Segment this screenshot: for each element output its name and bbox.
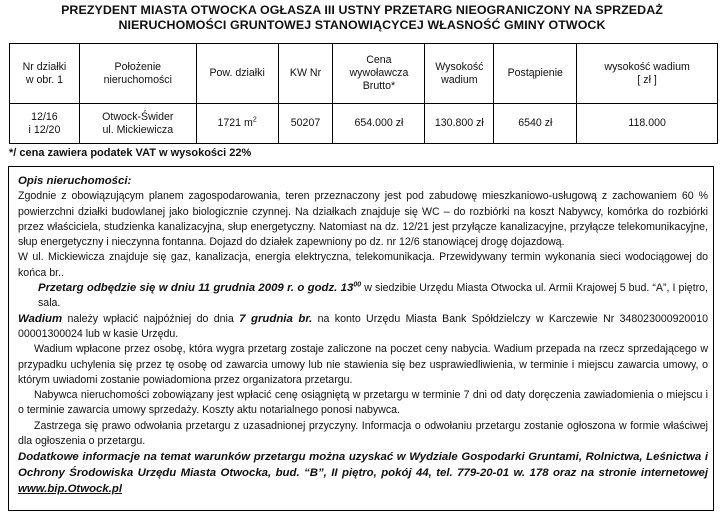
property-description-heading: Opis nieruchomości: (18, 175, 132, 187)
additional-info-paragraph: Dodatkowe informacje na temat warunków przetargu można uzyskać w Wydziale Gospodarki Gruntami, Rolnictwa, Leśnictwa i Ochrony Środowiska Urzędu Miasta Otwocka, bud. “B”, II piętro, pokój 44, tel. 779-20-01 w. 178 oraz na stronie internetowej www.bip.Otwock.pl (18, 451, 708, 496)
cell-deposit: 130.800 zł (425, 104, 494, 144)
deposit-paragraph: Wadium należy wpłacić najpóźniej do dnia 7 grudnia br. na konto Urzędu Miasta Bank Spółdzielczy w Karczewie Nr 348023000920010 00001300024 lub w kasie Urzędu. (18, 312, 708, 340)
property-description: Zgodnie z obowiązującym planem zagospodarowania, teren przeznaczony jest pod zabudowę mieszkaniowo-usługową z zachowaniem 60 % powierzchni działki budowlanej jako biologicznie czynnej. Na działkach znajduje się WC – do rozbiórki na koszt Nabywcy, komórka do rozbiórki przez właściciela, studzienka kanalizacyjna, słup energetyczny. Natomiast na dz. 12/21 jest przyłącze kanalizacyjne, przyłącze telekomunikacyjne, słup energetyczny i nieczynna fontanna. Dojazd do działek zapewniony po dz. nr 12/6 stanowiącej drogę dojazdową. (18, 190, 708, 249)
cell-deposit-zl: 118.000 (577, 104, 718, 144)
cell-area: 1721 $m^2$ (196, 104, 278, 144)
auction-date-paragraph: Przetarg odbędzie się w dniu 11 grudnia 2009 r. o godz. $13^{00}$ w siedzibie Urzędu Miasta Otwocka ul. Armii Krajowej 5 bud. “A”, I piętro, sala. (38, 281, 709, 310)
title-line-2: NIERUCHOMOŚCI GRUNTOWEJ STANOWIĄCYCEJ WŁASNOŚĆ GMINY OTWOCK (118, 18, 606, 32)
utilities-paragraph: W ul. Mickiewicza znajduje się gaz, kanalizacja, energia elektryczna, telekomunikacja. Przewidywany termin wykonania sieci wodociągowej do końca br.. (18, 251, 708, 279)
col-header-location: Położenie nieruchomości (79, 44, 196, 104)
cell-land-register: 50207 (278, 104, 333, 144)
title-line-1: PREZYDENT MIASTA OTWOCKA OGŁASZA III USTNY PRZETARG NIEOGRANICZONY NA SPRZEDAŻ (61, 3, 663, 17)
details-text (18, 174, 708, 497)
vat-note: */ cena zawiera podatek VAT w wysokości 22% (9, 147, 252, 159)
col-header-area: Pow. działki (196, 44, 278, 104)
announcement-title (0, 3, 724, 33)
col-header-land-register: KW Nr (278, 44, 333, 104)
col-header-starting-price: Cena wywoławcza Brutto* (333, 44, 425, 104)
buyer-payment-paragraph: Nabywca nieruchomości zobowiązany jest wpłacić cenę osiągniętą w przetargu w terminie 7 dni od daty doręczenia zawiadomienia o miejscu i o terminie zawarcia umowy sprzedaży. Koszty aktu notarialnego ponosi nabywca. (18, 389, 708, 417)
cell-bid-increment: 6540 zł (494, 104, 577, 144)
table-header-row (10, 44, 718, 104)
col-header-deposit: Wysokość wadium (425, 44, 494, 104)
cell-location: Otwock-Świder ul. Mickiewicza (79, 104, 196, 144)
col-header-bid-increment: Postąpienie (494, 44, 577, 104)
bip-website-link[interactable]: www.bip.Otwock.pl (18, 483, 122, 496)
cancellation-paragraph: Zastrzega się prawo odwołania przetargu z uzasadnionej przyczyny. Informacja o odwołaniu przetargu zostanie ogłoszona w formie właściwej dla ogłoszenia o przetargu. (18, 419, 708, 448)
offer-table (9, 43, 718, 144)
table-row (10, 104, 718, 144)
col-header-parcel-number: Nr działki w obr. 1 (10, 44, 80, 104)
cell-starting-price: 654.000 zł (333, 104, 425, 144)
deposit-credit-paragraph: Wadium wpłacone przez osobę, która wygra przetarg zostaje zaliczone na poczet ceny nabycia. Wadium przepada na rzecz sprzedającego w przypadku uchylenia się przez tę osobę od zawarcia umowy lub nie stawienia się bez usprawiedliwienia, w terminie i miejscu zawarcia umowy, o którym uwiadomi zostanie powiadomiona przez organizatora przetargu. (18, 343, 708, 386)
col-header-deposit-zl: wysokość wadium [ zł ] (577, 44, 718, 104)
cell-parcel-number: 12/16 i 12/20 (10, 104, 80, 144)
